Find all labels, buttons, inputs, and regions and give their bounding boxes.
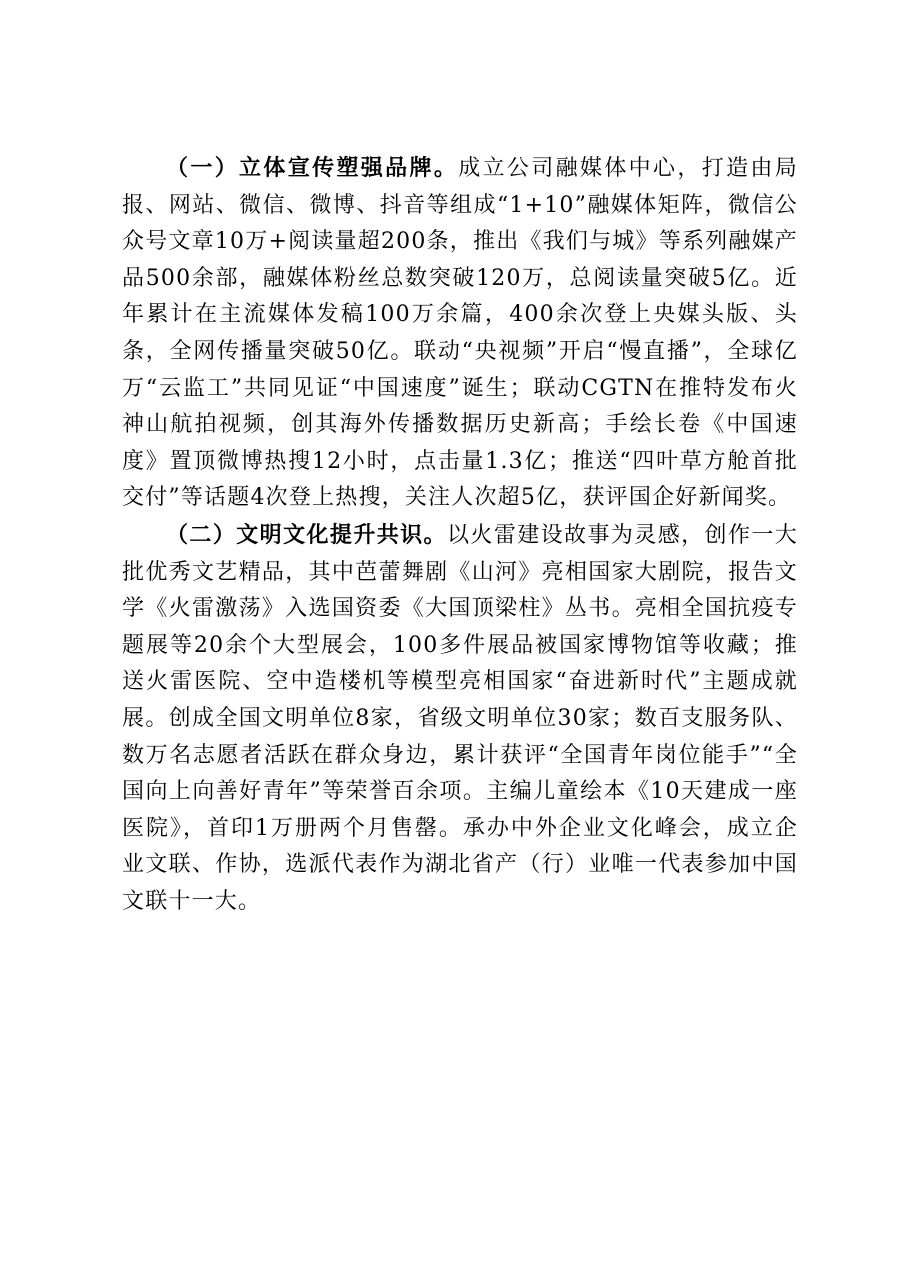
paragraph-publicity	[122, 150, 798, 517]
section-text: 成立公司融媒体中心，打造由局报、网站、微信、微博、抖音等组成“1+10”融媒体矩阵，微信公众号文章10万+阅读量超200条，推出《我们与城》等系列融媒产品500余部，融媒体粉丝总数突破120万，总阅读量突破5亿。近年累计在主流媒体发稿100万余篇，400余次登上央媒头版、头条，全网传播量突破50亿。联动“央视频”开启“慢直播”，全球亿万“云监工”共同见证“中国速度”诞生；联动CGTN在推特发布火神山航拍视频，创其海外传播数据历史新高；手绘长卷《中国速度》置顶微博热搜12小时，点击量1.3亿；推送“四叶草方舱首批交付”等话题4次登上热搜，关注人次超5亿，获评国企好新闻奖。	[122, 156, 798, 511]
document-body	[122, 150, 798, 920]
section-text: 以火雷建设故事为灵感，创作一大批优秀文艺精品，其中芭蕾舞剧《山河》亮相国家大剧院，报告文学《火雷激荡》入选国资委《大国顶梁柱》丛书。亮相全国抗疫专题展等20余个大型展会，100多件展品被国家博物馆等收藏；推送火雷医院、空中造楼机等模型亮相国家“奋进新时代”主题成就展。创成全国文明单位8家，省级文明单位30家；数百支服务队、数万名志愿者活跃在群众身边，累计获评“全国青年岗位能手”“全国向上向善好青年”等荣誉百余项。主编儿童绘本《10天建成一座医院》，首印1万册两个月售罄。承办中外企业文化峰会，成立企业文联、作协，选派代表作为湖北省产（行）业唯一代表参加中国文联十一大。	[122, 522, 798, 914]
section-heading: （一）立体宣传塑强品牌。	[166, 155, 459, 181]
paragraph-culture	[122, 517, 798, 921]
section-heading: （二）文明文化提升共识。	[166, 521, 447, 548]
